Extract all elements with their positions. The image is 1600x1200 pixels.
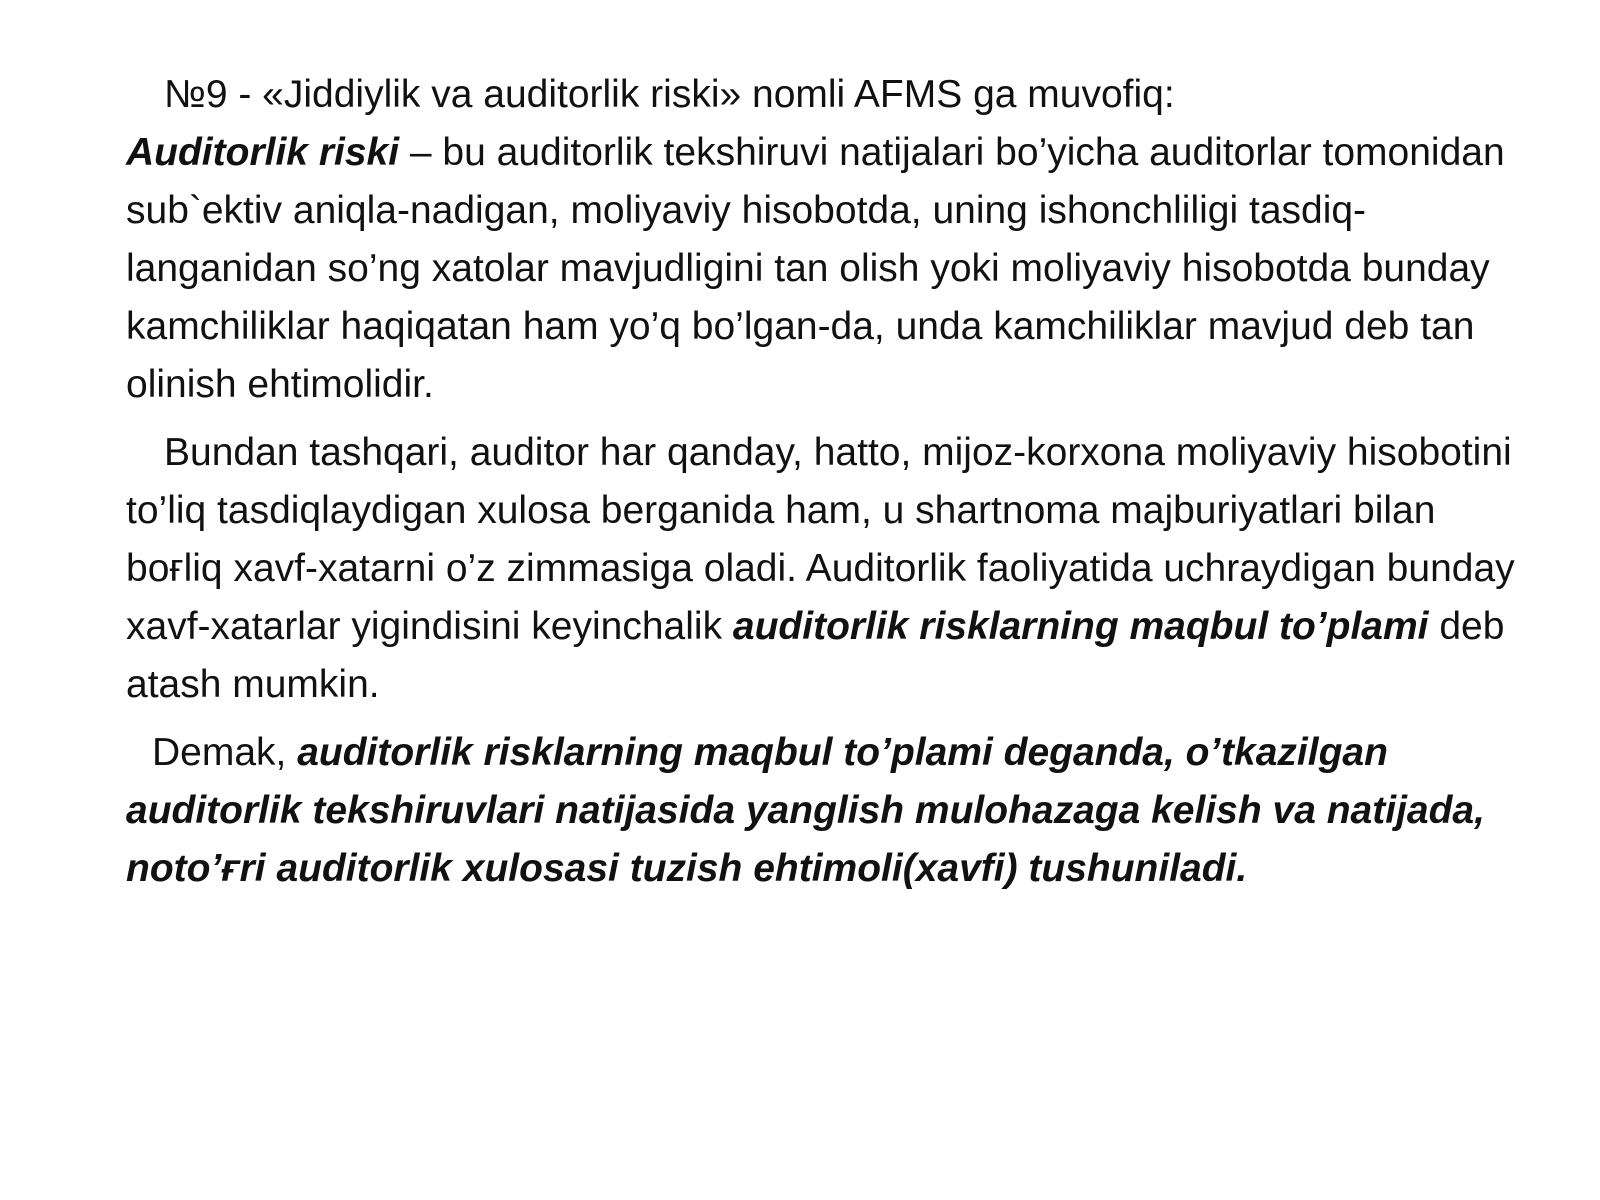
paragraph-1-intro: №9 - «Jiddiylik va auditorlik riski» nomli AFMS ga muvofiq: <box>164 73 1175 116</box>
auditorlik-riski-definition: – bu auditorlik tekshiruvi natijalari bo’yicha auditorlar tomonidan sub`ektiv aniqla-nadigan, moliyaviy hisobotda, uning ishonchliligi tasdiq-langanidan so’ng xatolar mavjudligini tan olish yoki moliyaviy hisobotda bunday kamchiliklar haqiqatan ham yo’q bo’lgan-da, unda kamchiliklar mavjud deb tan olinish ehtimolidir. <box>126 131 1505 406</box>
paragraph-3-emphasis: auditorlik risklarning maqbul to’plami deganda, o’tkazilgan auditorlik tekshiruvlari natijasida yanglish mulohazaga kelish va natijada, noto’ғri auditorlik xulosasi tuzish ehtimoli(xavfi) tushuniladi. <box>126 731 1485 890</box>
paragraph-2 <box>126 424 1536 714</box>
paragraph-2-term: auditorlik risklarning maqbul to’plami <box>732 605 1429 648</box>
auditorlik-riski-term: Auditorlik riski <box>126 131 400 174</box>
paragraph-3-lead: Demak, <box>152 731 298 774</box>
paragraph-3 <box>126 724 1536 898</box>
paragraph-2-tail: deb atash mumkin. <box>126 605 1505 706</box>
slide-body <box>126 66 1536 898</box>
paragraph-2-text: Bundan tashqari, auditor har qanday, hatto, mijoz-korxona moliyaviy hisobotini to’liq tasdiqlaydigan xulosa berganida ham, u shartnoma majburiyatlari bilan boғliq xavf-xatarni o’z zimmasiga oladi. Auditorlik faoliyatida uchraydigan bunday xavf-xatarlar yigindisini keyinchalik <box>126 431 1515 648</box>
paragraph-1 <box>126 66 1536 414</box>
